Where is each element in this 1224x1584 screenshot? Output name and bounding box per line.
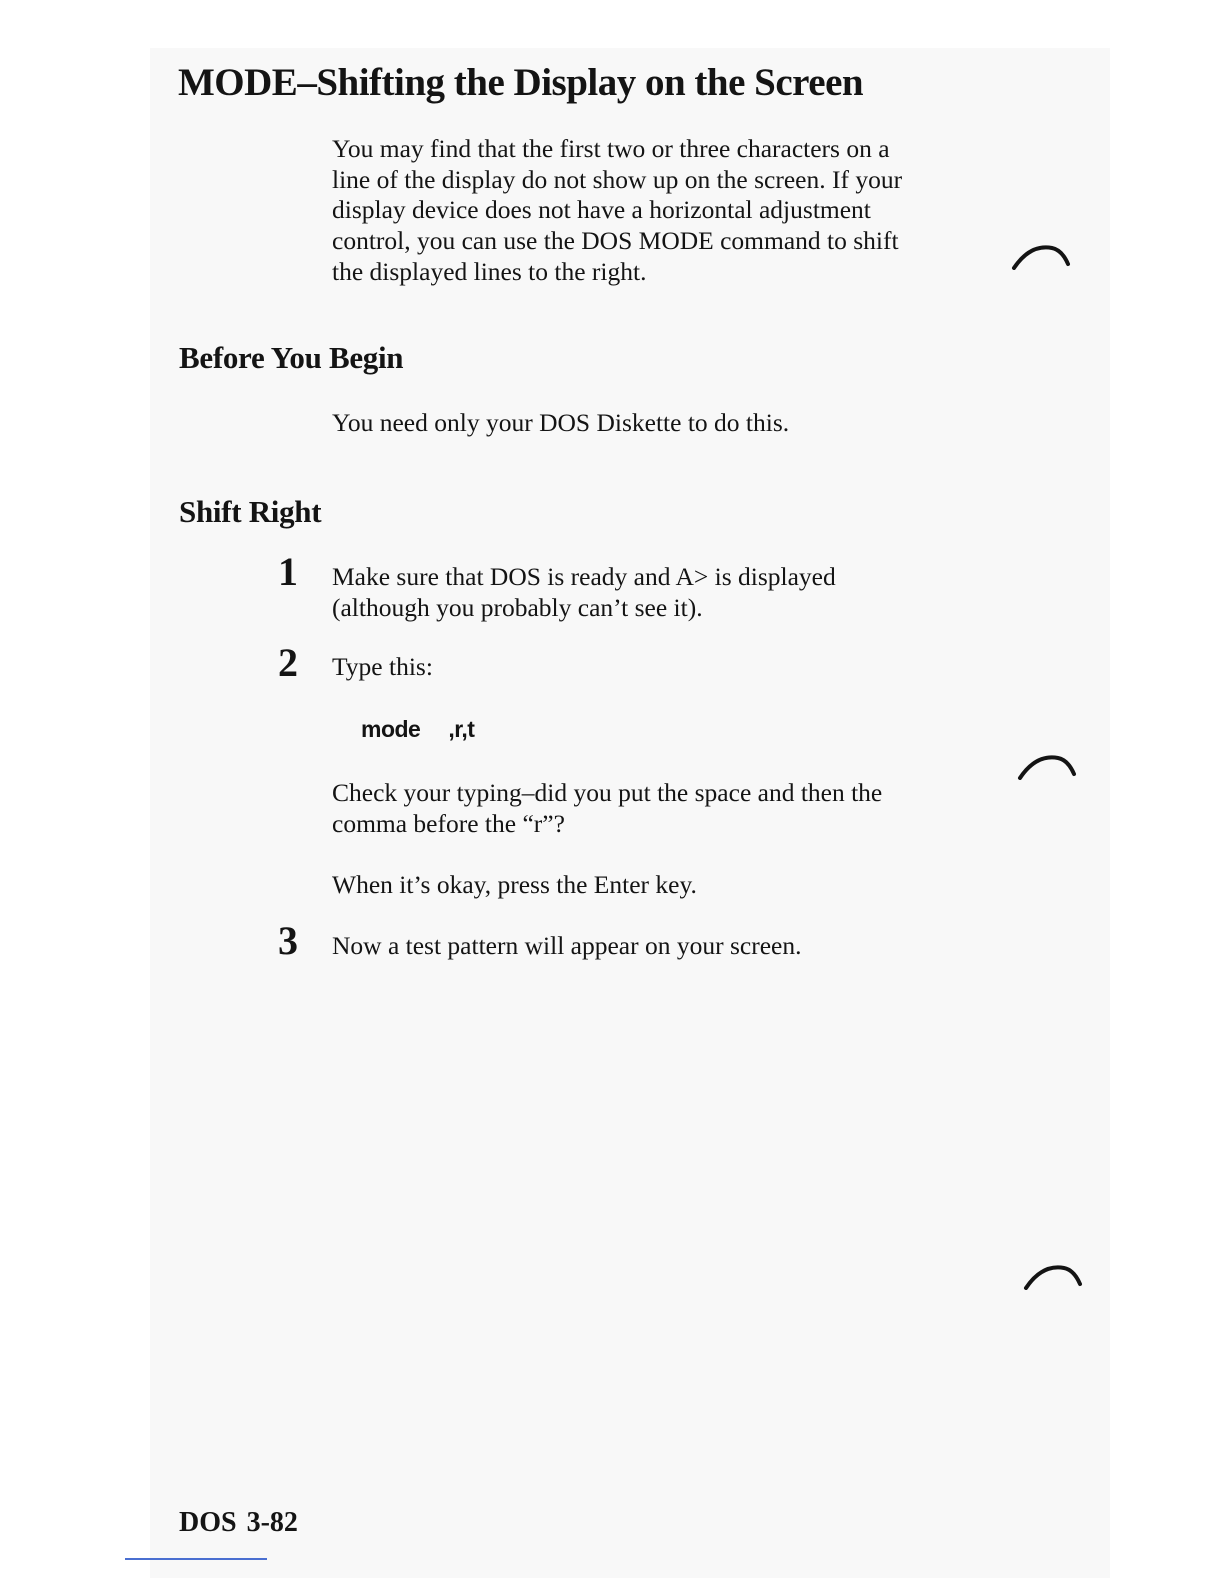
intro-line: display device does not have a horizontal adjustment	[332, 195, 871, 225]
step-number-3: 3	[278, 918, 298, 963]
intro-line: control, you can use the DOS MODE command to shift	[332, 226, 899, 256]
footer-page-number: 3-82	[246, 1507, 298, 1538]
step-number-1: 1	[278, 549, 298, 594]
check-line: comma before the “r”?	[332, 808, 565, 838]
step-number-2: 2	[278, 640, 298, 685]
check-line: Check your typing–did you put the space and then the	[332, 778, 883, 807]
scan-edge-line	[125, 1558, 267, 1560]
command-example	[361, 716, 474, 743]
step-1-text	[332, 562, 836, 623]
section-heading-shift-right: Shift Right	[179, 494, 322, 529]
before-you-begin-text	[332, 408, 789, 439]
intro-paragraph	[332, 134, 902, 288]
command-name: mode	[361, 716, 421, 742]
binder-hole-mark-icon	[1022, 1260, 1084, 1290]
binder-hole-mark-icon	[1010, 240, 1072, 270]
step-3-line: Now a test pattern will appear on your screen.	[332, 931, 802, 960]
step-1-line: (although you probably can’t see it).	[332, 592, 703, 622]
page-title: MODE–Shifting the Display on the Screen	[178, 61, 864, 104]
command-args: ,r,t	[448, 716, 475, 742]
step-1-line: Make sure that DOS is ready and A> is displayed	[332, 562, 836, 591]
footer-section: DOS	[179, 1507, 237, 1538]
enter-line: When it’s okay, press the Enter key.	[332, 870, 697, 899]
intro-line: You may find that the first two or three characters on a	[332, 134, 890, 163]
before-you-begin-line: You need only your DOS Diskette to do this.	[332, 408, 790, 437]
step-2-text	[332, 652, 433, 683]
page-footer	[179, 1507, 298, 1539]
step-2-enter-text	[332, 870, 697, 901]
binder-hole-mark-icon	[1016, 750, 1078, 780]
intro-line: line of the display do not show up on the screen. If your	[332, 164, 903, 194]
section-heading-before-you-begin: Before You Begin	[179, 340, 404, 375]
step-2-check-text	[332, 778, 882, 839]
step-2-line: Type this:	[332, 652, 433, 681]
step-3-text	[332, 931, 801, 962]
intro-line: the displayed lines to the right.	[332, 256, 647, 286]
